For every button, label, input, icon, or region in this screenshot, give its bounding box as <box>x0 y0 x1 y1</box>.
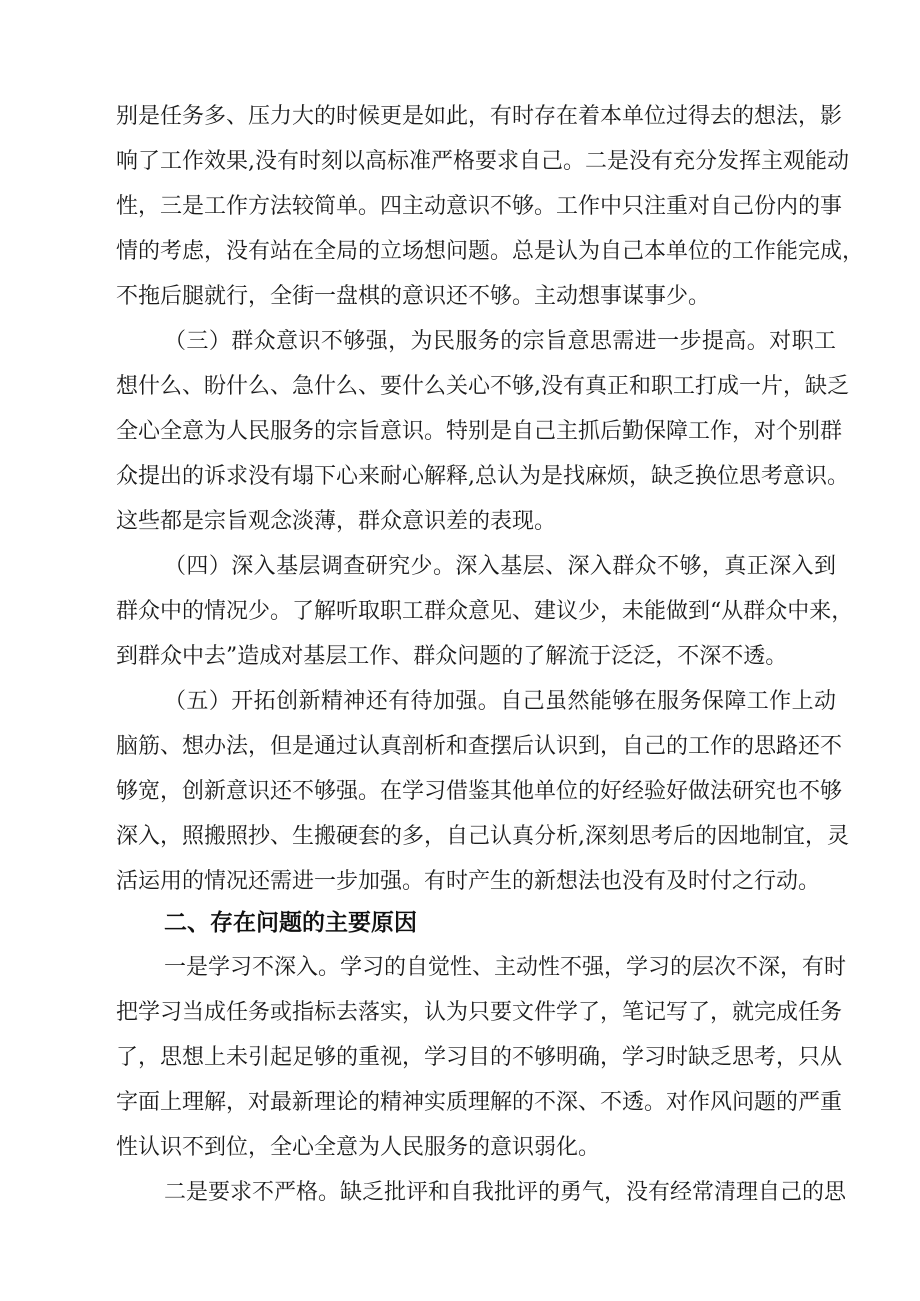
paragraph-line: 性，三是工作方法较简单。四主动意识不够。工作中只注重对自己份内的事 <box>116 194 843 219</box>
paragraph-line: 深入，照搬照抄、生搬硬套的多，自己认真分析,深刻思考后的因地制宜，灵 <box>116 824 849 849</box>
paragraph-line: 不拖后腿就行，全街一盘棋的意识还不够。主动想事谋事少。 <box>116 284 711 309</box>
paragraph-line: 全心全意为人民服务的宗旨意识。特别是自己主抓后勤保障工作，对个别群 <box>116 419 843 444</box>
paragraph-first-line: 一是学习不深入。学习的自觉性、主动性不强，学习的层次不深，有时 <box>164 955 847 980</box>
paragraph-first-line: 二是要求不严格。缺乏批评和自我批评的勇气，没有经常清理自己的思 <box>164 1180 847 1205</box>
paragraph-line: 把学习当成任务或指标去落实，认为只要文件学了，笔记写了，就完成任务 <box>116 1000 843 1025</box>
paragraph-line: 别是任务多、压力大的时候更是如此，有时存在着本单位过得去的想法，影 <box>116 104 843 129</box>
paragraph-line: 这些都是宗旨观念淡薄，群众意识差的表现。 <box>116 509 557 534</box>
paragraph-first-line: （三）群众意识不够强，为民服务的宗旨意思需进一步提高。对职工 <box>164 329 836 354</box>
paragraph-first-line: （四）深入基层调查研究少。深入基层、深入群众不够，真正深入到 <box>164 554 836 579</box>
paragraph-line: 众提出的诉求没有塌下心来耐心解释,总认为是找麻烦，缺乏换位思考意识。 <box>116 464 849 489</box>
paragraph-line: 响了工作效果,没有时刻以高标准严格要求自己。二是没有充分发挥主观能动 <box>116 149 849 174</box>
paragraph-line: 活运用的情况还需进一步加强。有时产生的新想法也没有及时付之行动。 <box>116 869 821 894</box>
paragraph-line: 字面上理解，对最新理论的精神实质理解的不深、不透。对作风问题的严重 <box>116 1090 843 1115</box>
section-heading: 二、存在问题的主要原因 <box>164 910 417 936</box>
paragraph-line: 够宽，创新意识还不够强。在学习借鉴其他单位的好经验好做法研究也不够 <box>116 779 843 804</box>
paragraph-line: 性认识不到位，全心全意为人民服务的意识弱化。 <box>116 1135 601 1160</box>
paragraph-line: 想什么、盼什么、急什么、要什么关心不够,没有真正和职工打成一片，缺乏 <box>116 374 849 399</box>
paragraph-line: 到群众中去”造成对基层工作、群众问题的了解流于泛泛，不深不透。 <box>116 644 788 669</box>
paragraph-line: 脑筋、想办法，但是通过认真剖析和查摆后认识到，自己的工作的思路还不 <box>116 734 843 759</box>
paragraph-line: 群众中的情况少。了解听取职工群众意见、建议少，未能做到“从群众中来， <box>116 599 854 624</box>
paragraph-first-line: （五）开拓创新精神还有待加强。自己虽然能够在服务保障工作上动 <box>164 689 836 714</box>
paragraph-line: 了，思想上未引起足够的重视，学习目的不够明确，学习时缺乏思考，只从 <box>116 1045 843 1070</box>
paragraph-line: 情的考虑，没有站在全局的立场想问题。总是认为自己本单位的工作能完成， <box>116 239 865 264</box>
